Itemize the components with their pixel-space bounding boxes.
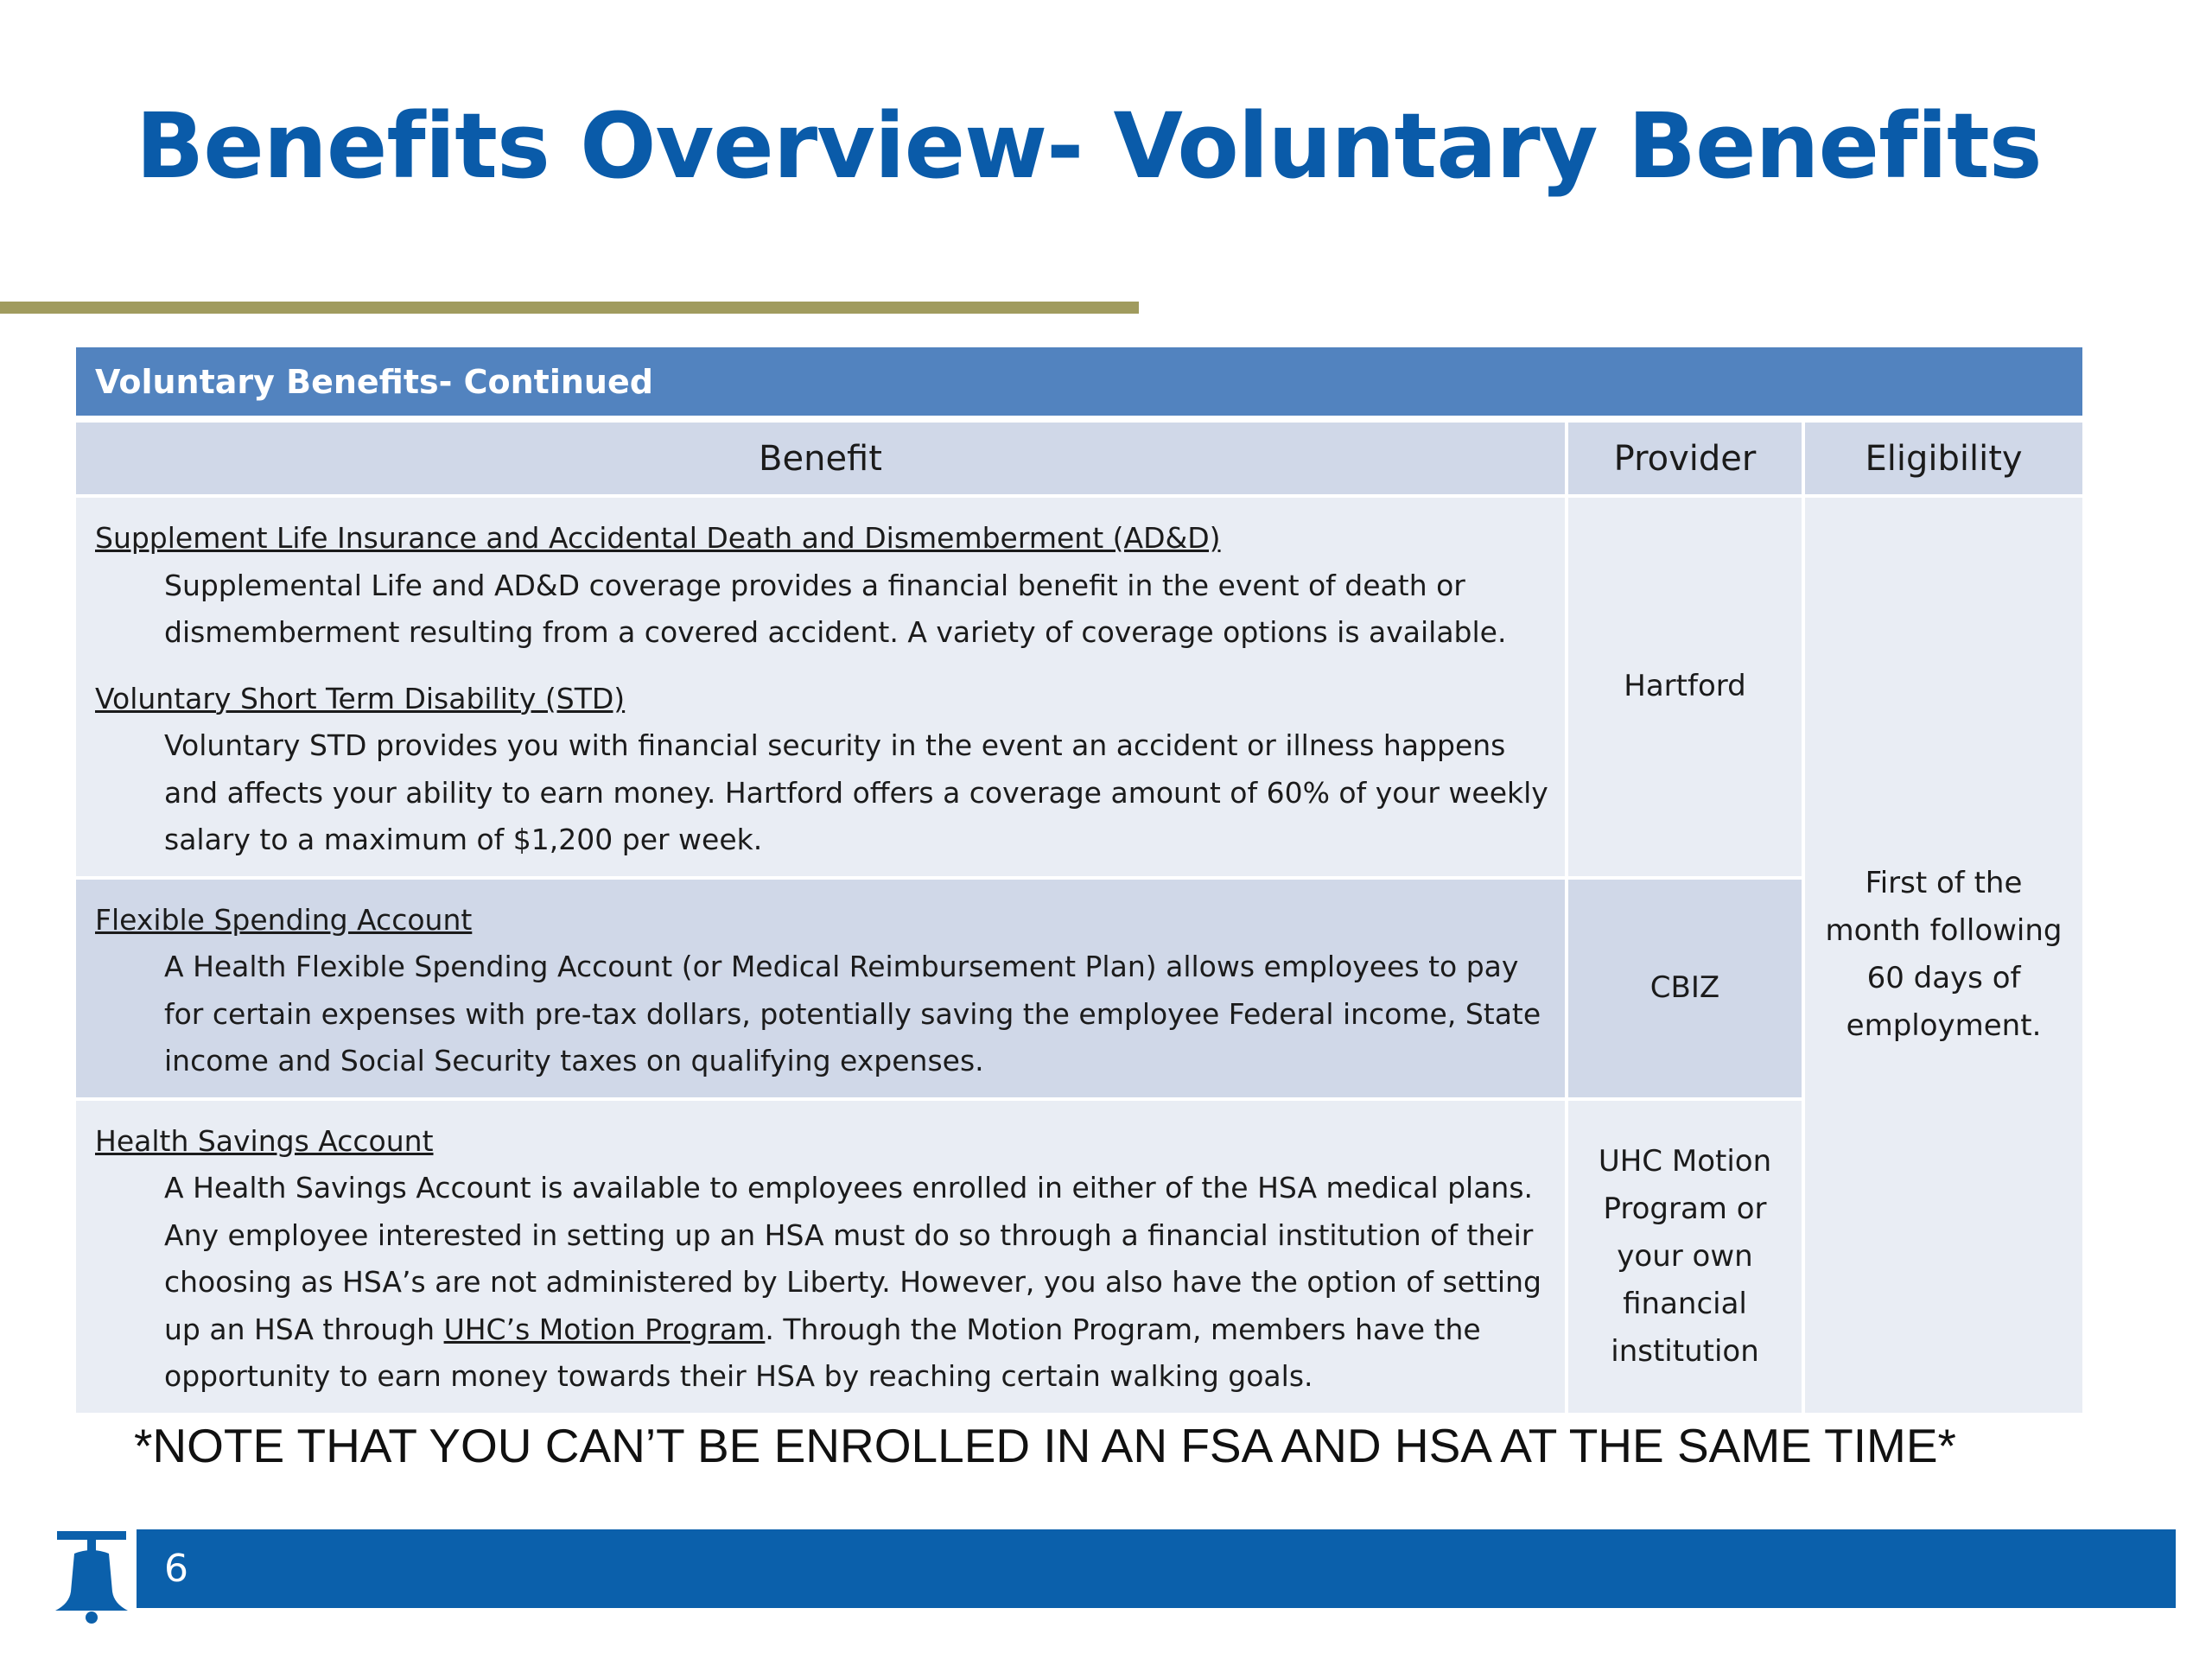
uhc-motion-program-link[interactable]: UHC’s Motion Program (443, 1312, 766, 1346)
header-eligibility: Eligibility (1802, 423, 2082, 498)
benefit-heading-supplemental-life: Supplement Life Insurance and Accidental Death and Dismemberment (AD&D) (95, 521, 1221, 555)
benefit-description: Voluntary STD provides you with financial security in the event an accident or illness happens and affects your ability to earn money. Hartford offers a coverage amount of 60% of your weekly salary to a maximum of $1,200 per week. (164, 728, 1548, 856)
benefit-description: Supplemental Life and AD&D coverage provides a financial benefit in the event of death or dismemberment resulting from a covered accident. A variety of coverage options is available. (164, 568, 1507, 649)
provider-cell: UHC Motion Program or your own financial institution (1565, 1097, 1802, 1413)
liberty-bell-logo-icon (52, 1531, 131, 1624)
provider-cell: CBIZ (1565, 876, 1802, 1097)
benefit-cell (76, 1097, 1565, 1413)
footer-bar (137, 1529, 2176, 1608)
table-row (76, 498, 2082, 876)
benefit-description: A Health Flexible Spending Account (or Medical Reimbursement Plan) allows employees to pay for certain expenses with pre-tax dollars, potentially saving the employee Federal income, State income and Social Security taxes on qualifying expenses. (164, 950, 1541, 1077)
benefits-table (76, 347, 2082, 1413)
benefit-description: A Health Savings Account is available to employees enrolled in either of the HSA medical plans. Any employee interested in setting up an HSA must do so through a financial institution of their choosing as HSA’s are not administered by Liberty. However, you also have the option of setting up an HSA through UHC’s Motion Program. Through the Motion Program, members have the opportunity to earn money towards their HSA by reaching certain walking goals. (164, 1171, 1541, 1393)
page-number: 6 (164, 1547, 188, 1591)
table-caption: Voluntary Benefits- Continued (76, 347, 2082, 423)
header-benefit: Benefit (76, 423, 1565, 498)
benefit-heading-short-term-disability: Voluntary Short Term Disability (STD) (95, 681, 626, 715)
eligibility-cell: First of the month following 60 days of employment. (1802, 498, 2082, 1413)
benefit-heading-hsa: Health Savings Account (95, 1123, 434, 1158)
slide-title: Benefits Overview- Voluntary Benefits (136, 93, 2042, 199)
benefit-heading-fsa: Flexible Spending Account (95, 902, 473, 937)
table-row (76, 876, 2082, 1097)
provider-cell: Hartford (1565, 498, 1802, 876)
header-provider: Provider (1565, 423, 1802, 498)
accent-rule (0, 302, 1139, 314)
table-row (76, 1097, 2082, 1413)
benefit-cell (76, 498, 1565, 876)
enrollment-note: *NOTE THAT YOU CAN’T BE ENROLLED IN AN FSA AND HSA AT THE SAME TIME* (134, 1419, 1956, 1472)
benefit-cell (76, 876, 1565, 1097)
